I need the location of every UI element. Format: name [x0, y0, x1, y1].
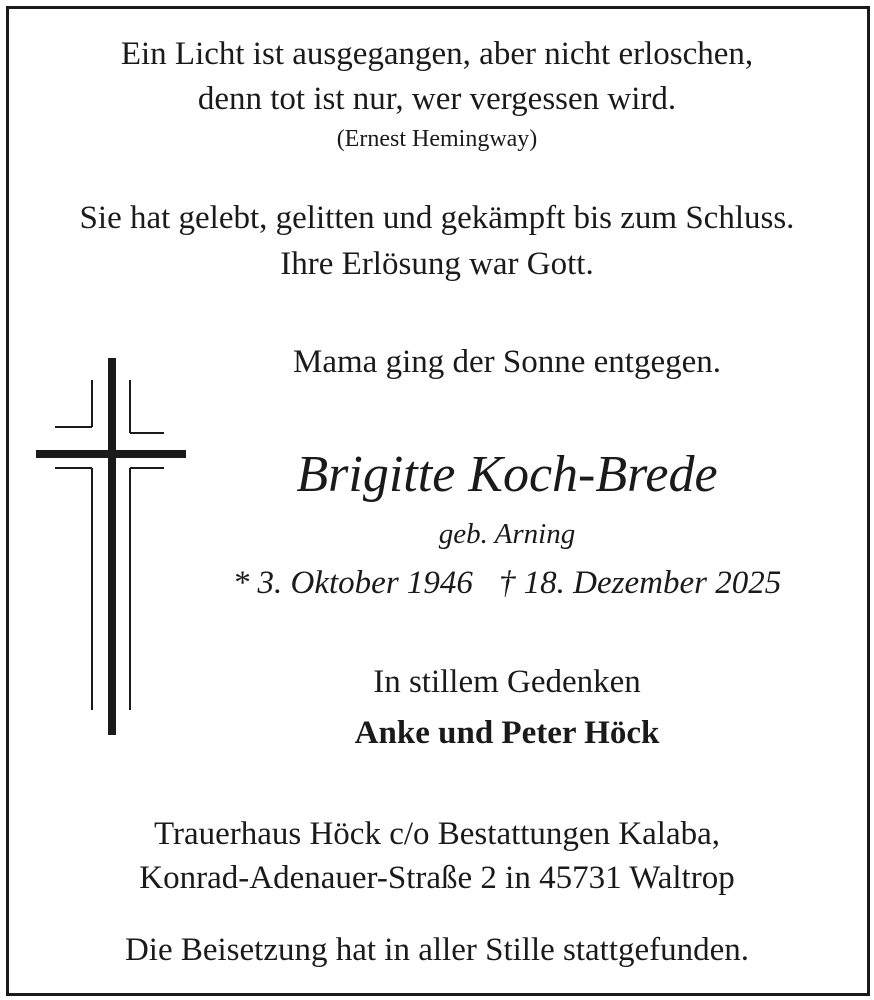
birth-date: * 3. Oktober 1946	[232, 565, 473, 601]
mourner-names: Anke und Peter Höck	[354, 715, 660, 751]
life-dates	[70, 567, 874, 600]
verse-line-2: Ihre Erlösung war Gott.	[280, 246, 594, 282]
death-date: † 18. Dezember 2025	[498, 565, 782, 601]
verse-line-1: Sie hat gelebt, gelitten und gekämpft bis zum Schluss.	[79, 200, 795, 236]
intro-line: Mama ging der Sonne entgegen.	[293, 344, 721, 380]
address-line-1: Trauerhaus Höck c/o Bestattungen Kalaba,	[153, 816, 721, 852]
maiden-name: geb. Arning	[438, 518, 576, 550]
deceased-name: Brigitte Koch-Brede	[296, 446, 718, 503]
address-line-2: Konrad-Adenauer-Straße 2 in 45731 Waltrop	[139, 860, 735, 896]
quote-line-2: denn tot ist nur, wer vergessen wird.	[197, 81, 677, 117]
mourning-heading: In stillem Gedenken	[373, 664, 641, 700]
quote-author: (Ernest Hemingway)	[336, 126, 538, 152]
funeral-notice: Die Beisetzung hat in aller Stille stattgefunden.	[124, 932, 750, 968]
quote-line-1: Ein Licht ist ausgegangen, aber nicht erloschen,	[120, 36, 754, 72]
